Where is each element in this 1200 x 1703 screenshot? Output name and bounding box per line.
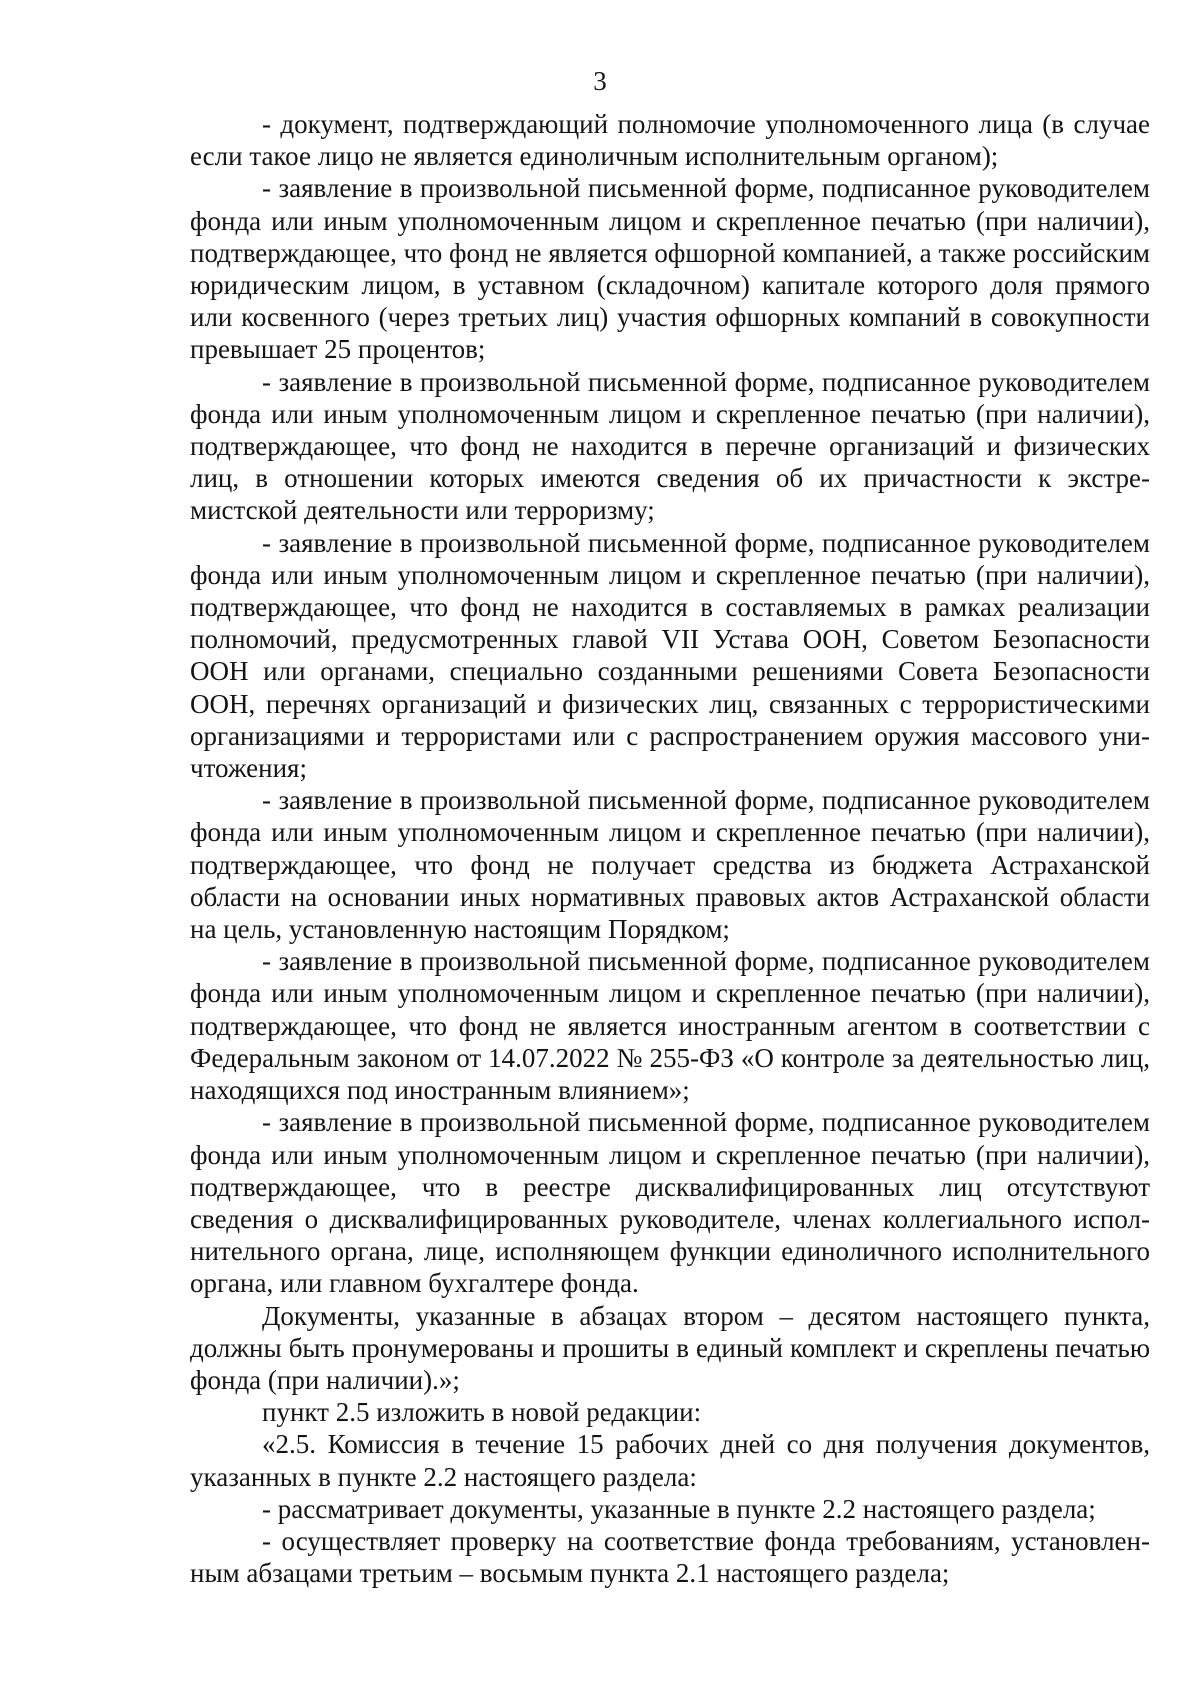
document-body — [190, 108, 1150, 1589]
paragraph: - заявление в произвольной письменной форме, подписанное руководителем фонда или иным уполномоченным лицом и скрепленное печатью (при наличии), подтверждающее, что фонд не является иностранным агентом в соответствии с Федеральным законом от 14.07.2022 № 255-ФЗ «О контроле за деятельностью лиц, находящихся под иностранным влиянием»; — [190, 946, 1150, 1106]
paragraph: пункт 2.5 изложить в новой редакции: — [262, 1397, 702, 1428]
paragraph: Документы, указанные в абзацах втором – десятом настоящего пункта, должны быть пронумерованы и прошиты в единый комплект и скреплены печатью фонда (при наличии).»; — [190, 1300, 1150, 1395]
paragraph: - заявление в произвольной письменной форме, подписанное руководителем фонда или иным уполномоченным лицом и скрепленное печатью (при наличии), подтверждающее, что фонд не находится в перечне организаций и физических лиц, в отношении которых имеются сведения об их причастности к экстремистской деятельности или терроризму; — [190, 366, 1150, 526]
paragraph: «2.5. Комиссия в течение 15 рабочих дней со дня получения документов, указанных в пункте 2.2 настоящего раздела: — [190, 1429, 1150, 1492]
paragraph: - осуществляет проверку на соответствие фонда требованиям, установленным абзацами третьим – восьмым пункта 2.1 настоящего раздела; — [190, 1525, 1150, 1589]
paragraph: - документ, подтверждающий полномочие уполномоченного лица (в случае если такое лицо не является единоличным исполнительным органом); — [190, 109, 1150, 172]
paragraph: - заявление в произвольной письменной форме, подписанное руководителем фонда или иным уполномоченным лицом и скрепленное печатью (при наличии), подтверждающее, что фонд не является офшорной компанией, а также российским юридическим лицом, в уставном (складочном) капитале которого доля прямого или косвенного (через третьих лиц) участия офшорных компаний в совокупности превышает 25 процентов; — [190, 173, 1150, 365]
paragraph: - рассматривает документы, указанные в пункте 2.2 настоящего раздела; — [262, 1493, 1096, 1524]
page-number: 3 — [593, 66, 607, 96]
paragraph: - заявление в произвольной письменной форме, подписанное руководителем фонда или иным уполномоченным лицом и скрепленное печатью (при наличии), подтверждающее, что фонд не получает средства из бюджета Астраханской области на основании иных нормативных правовых актов Астраханской области на цель, установленную настоящим Порядком; — [190, 785, 1150, 945]
paragraph: - заявление в произвольной письменной форме, подписанное руководителем фонда или иным уполномоченным лицом и скрепленное печатью (при наличии), подтверждающее, что в реестре дисквалифицированных лиц отсутствуют сведения о дисквалифицированных руководителе, членах коллегиального исполнительного органа, лице, исполняющем функции единоличного исполнительного органа, или главном бухгалтере фонда. — [190, 1107, 1150, 1299]
paragraph: - заявление в произвольной письменной форме, подписанное руководителем фонда или иным уполномоченным лицом и скрепленное печатью (при наличии), подтверждающее, что фонд не находится в составляемых в рамках реализации полномочий, предусмотренных главой VII Устава ООН, Советом Безопасности ООН или органами, специально созданными решениями Совета Безопасности ООН, перечнях организаций и физических лиц, связанных с террористическими организациями и террористами или с распространением оружия массового уничтожения; — [190, 527, 1150, 784]
